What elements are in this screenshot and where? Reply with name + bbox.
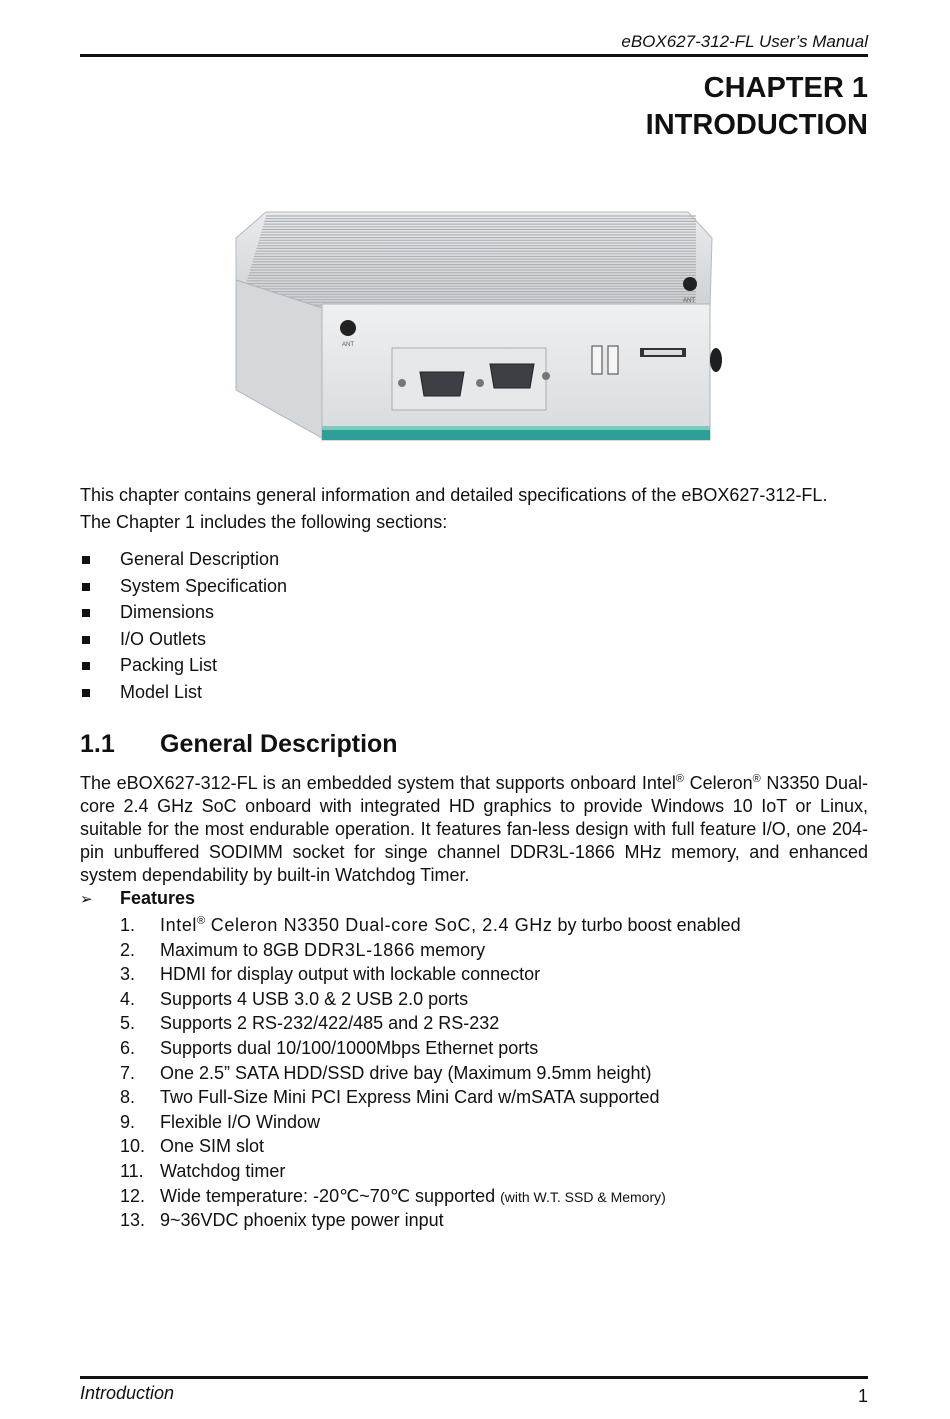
features-list bbox=[120, 913, 840, 1233]
usb-port-2 bbox=[608, 346, 618, 374]
list-item: 3. HDMI for display output with lockable connector bbox=[120, 964, 541, 985]
list-item: 12. Wide temperature: -20℃~70℃ supported (with W.T. SSD & Memory) bbox=[120, 1185, 666, 1206]
intro-line-1: This chapter contains general information and detailed specifications of the eBOX627-312-FL. bbox=[80, 485, 828, 505]
footer-section-name: Introduction bbox=[80, 1383, 175, 1403]
list-item: 4. Supports 4 USB 3.0 & 2 USB 2.0 ports bbox=[120, 988, 469, 1009]
chapter-title: INTRODUCTION bbox=[645, 109, 868, 141]
list-item: Dimensions bbox=[80, 599, 480, 626]
square-bullet-icon bbox=[82, 583, 90, 591]
arrow-bullet-icon: ➢ bbox=[80, 891, 93, 908]
side-knob bbox=[710, 348, 722, 372]
section-list bbox=[80, 546, 480, 706]
description-paragraph: The eBOX627-312-FL is an embedded system that supports onboard Intel® Celeron® N3350 Dual-core 2.4 GHz SoC onboard with integrated HD graphics to provide Windows 10 IoT or Linux, suitable for the most endurable operation. It features fan-less design with full feature I/O, one 204-pin unbuffered SODIMM socket for singe channel DDR3L-1866 MHz memory, and enhanced system dependability by built-in Watchdog Timer. bbox=[80, 773, 868, 885]
usb-port-1 bbox=[592, 346, 602, 374]
product-image bbox=[226, 200, 726, 458]
chapter-heading bbox=[646, 70, 868, 144]
square-bullet-icon bbox=[82, 609, 90, 617]
chassis-side bbox=[236, 280, 322, 438]
section-number: 1.1 bbox=[80, 730, 115, 758]
list-item: 8. Two Full-Size Mini PCI Express Mini Card w/mSATA supported bbox=[120, 1087, 660, 1108]
intro-line-2: The Chapter 1 includes the following sections: bbox=[80, 512, 448, 532]
list-item: 1. Intel® Celeron N3350 Dual-core SoC, 2.4 GHz by turbo boost enabled bbox=[120, 915, 741, 935]
list-item: 5. Supports 2 RS-232/422/485 and 2 RS-232 bbox=[120, 1013, 500, 1034]
running-header: eBOX627-312-FL User’s Manual bbox=[621, 32, 868, 51]
list-item: 2. Maximum to 8GB DDR3L-1866 memory bbox=[120, 939, 486, 960]
list-item: General Description bbox=[80, 546, 480, 573]
list-item: 10. One SIM slot bbox=[120, 1136, 265, 1157]
square-bullet-icon bbox=[82, 556, 90, 564]
list-item: 7. One 2.5” SATA HDD/SSD drive bay (Maximum 9.5mm height) bbox=[120, 1062, 652, 1083]
list-item: Packing List bbox=[80, 652, 480, 679]
square-bullet-icon bbox=[82, 689, 90, 697]
square-bullet-icon bbox=[82, 636, 90, 644]
list-item: System Specification bbox=[80, 573, 480, 600]
list-item: 6. Supports dual 10/100/1000Mbps Ethernet ports bbox=[120, 1037, 539, 1058]
antenna-right bbox=[683, 277, 697, 291]
list-item: 11. Watchdog timer bbox=[120, 1160, 286, 1181]
intro-paragraph bbox=[80, 482, 870, 536]
list-item: 9. Flexible I/O Window bbox=[120, 1111, 321, 1132]
ant-label-left: ANT bbox=[342, 342, 354, 348]
square-bullet-icon bbox=[82, 662, 90, 670]
chapter-number: CHAPTER 1 bbox=[703, 72, 868, 104]
features-heading: Features bbox=[120, 888, 196, 908]
list-item: 13. 9~36VDC phoenix type power input bbox=[120, 1210, 444, 1231]
antenna-left bbox=[340, 320, 356, 336]
section-title: General Description bbox=[160, 730, 398, 758]
footer-rule bbox=[80, 1376, 868, 1379]
list-item: Model List bbox=[80, 679, 480, 706]
ant-label-right: ANT bbox=[683, 298, 695, 304]
page-number: 1 bbox=[857, 1386, 868, 1406]
header-rule bbox=[80, 54, 868, 57]
list-item: I/O Outlets bbox=[80, 626, 480, 653]
